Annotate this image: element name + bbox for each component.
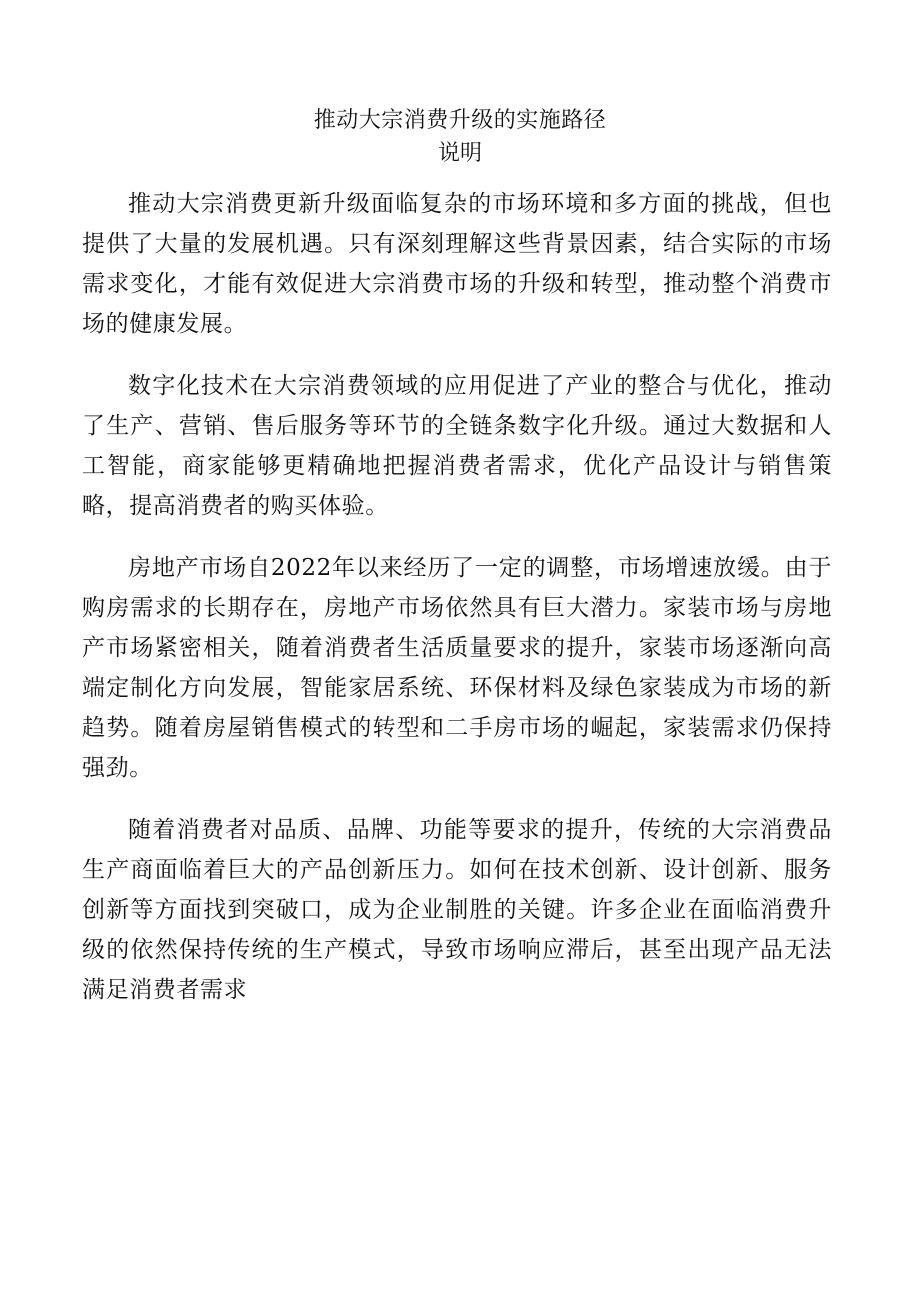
paragraph-3: 房地产市场自2022年以来经历了一定的调整，市场增速放缓。由于购房需求的长期存在，房地产市场依然具有巨大潜力。家装市场与房地产市场紧密相关，随着消费者生活质量要求的提升，家装市场逐渐向高端定制化方向发展，智能家居系统、环保材料及绿色家装成为市场的新趋势。随着房屋销售模式的转型和二手房市场的崛起，家装需求仍保持强劲。 xyxy=(82,555,832,781)
paragraph-1: 推动大宗消费更新升级面临复杂的市场环境和多方面的挑战，但也提供了大量的发展机遇。只有深刻理解这些背景因素，结合实际的市场需求变化，才能有效促进大宗消费市场的升级和转型，推动整个消费市场的健康发展。 xyxy=(82,191,832,337)
title-block xyxy=(0,103,920,169)
document-body xyxy=(82,184,832,1032)
paragraph-2: 数字化技术在大宗消费领域的应用促进了产业的整合与优化，推动了生产、营销、售后服务等环节的全链条数字化升级。通过大数据和人工智能，商家能够更精确地把握消费者需求，优化产品设计与销售策略，提高消费者的购买体验。 xyxy=(82,373,832,519)
paragraph-4: 随着消费者对品质、品牌、功能等要求的提升，传统的大宗消费品生产商面临着巨大的产品创新压力。如何在技术创新、设计创新、服务创新等方面找到突破口，成为企业制胜的关键。许多企业在面临消费升级的依然保持传统的生产模式，导致市场响应滞后，甚至出现产品无法满足消费者需求 xyxy=(82,817,832,1003)
document-subtitle: 说明 xyxy=(437,141,482,166)
document-title: 推动大宗消费升级的实施路径 xyxy=(313,108,607,133)
